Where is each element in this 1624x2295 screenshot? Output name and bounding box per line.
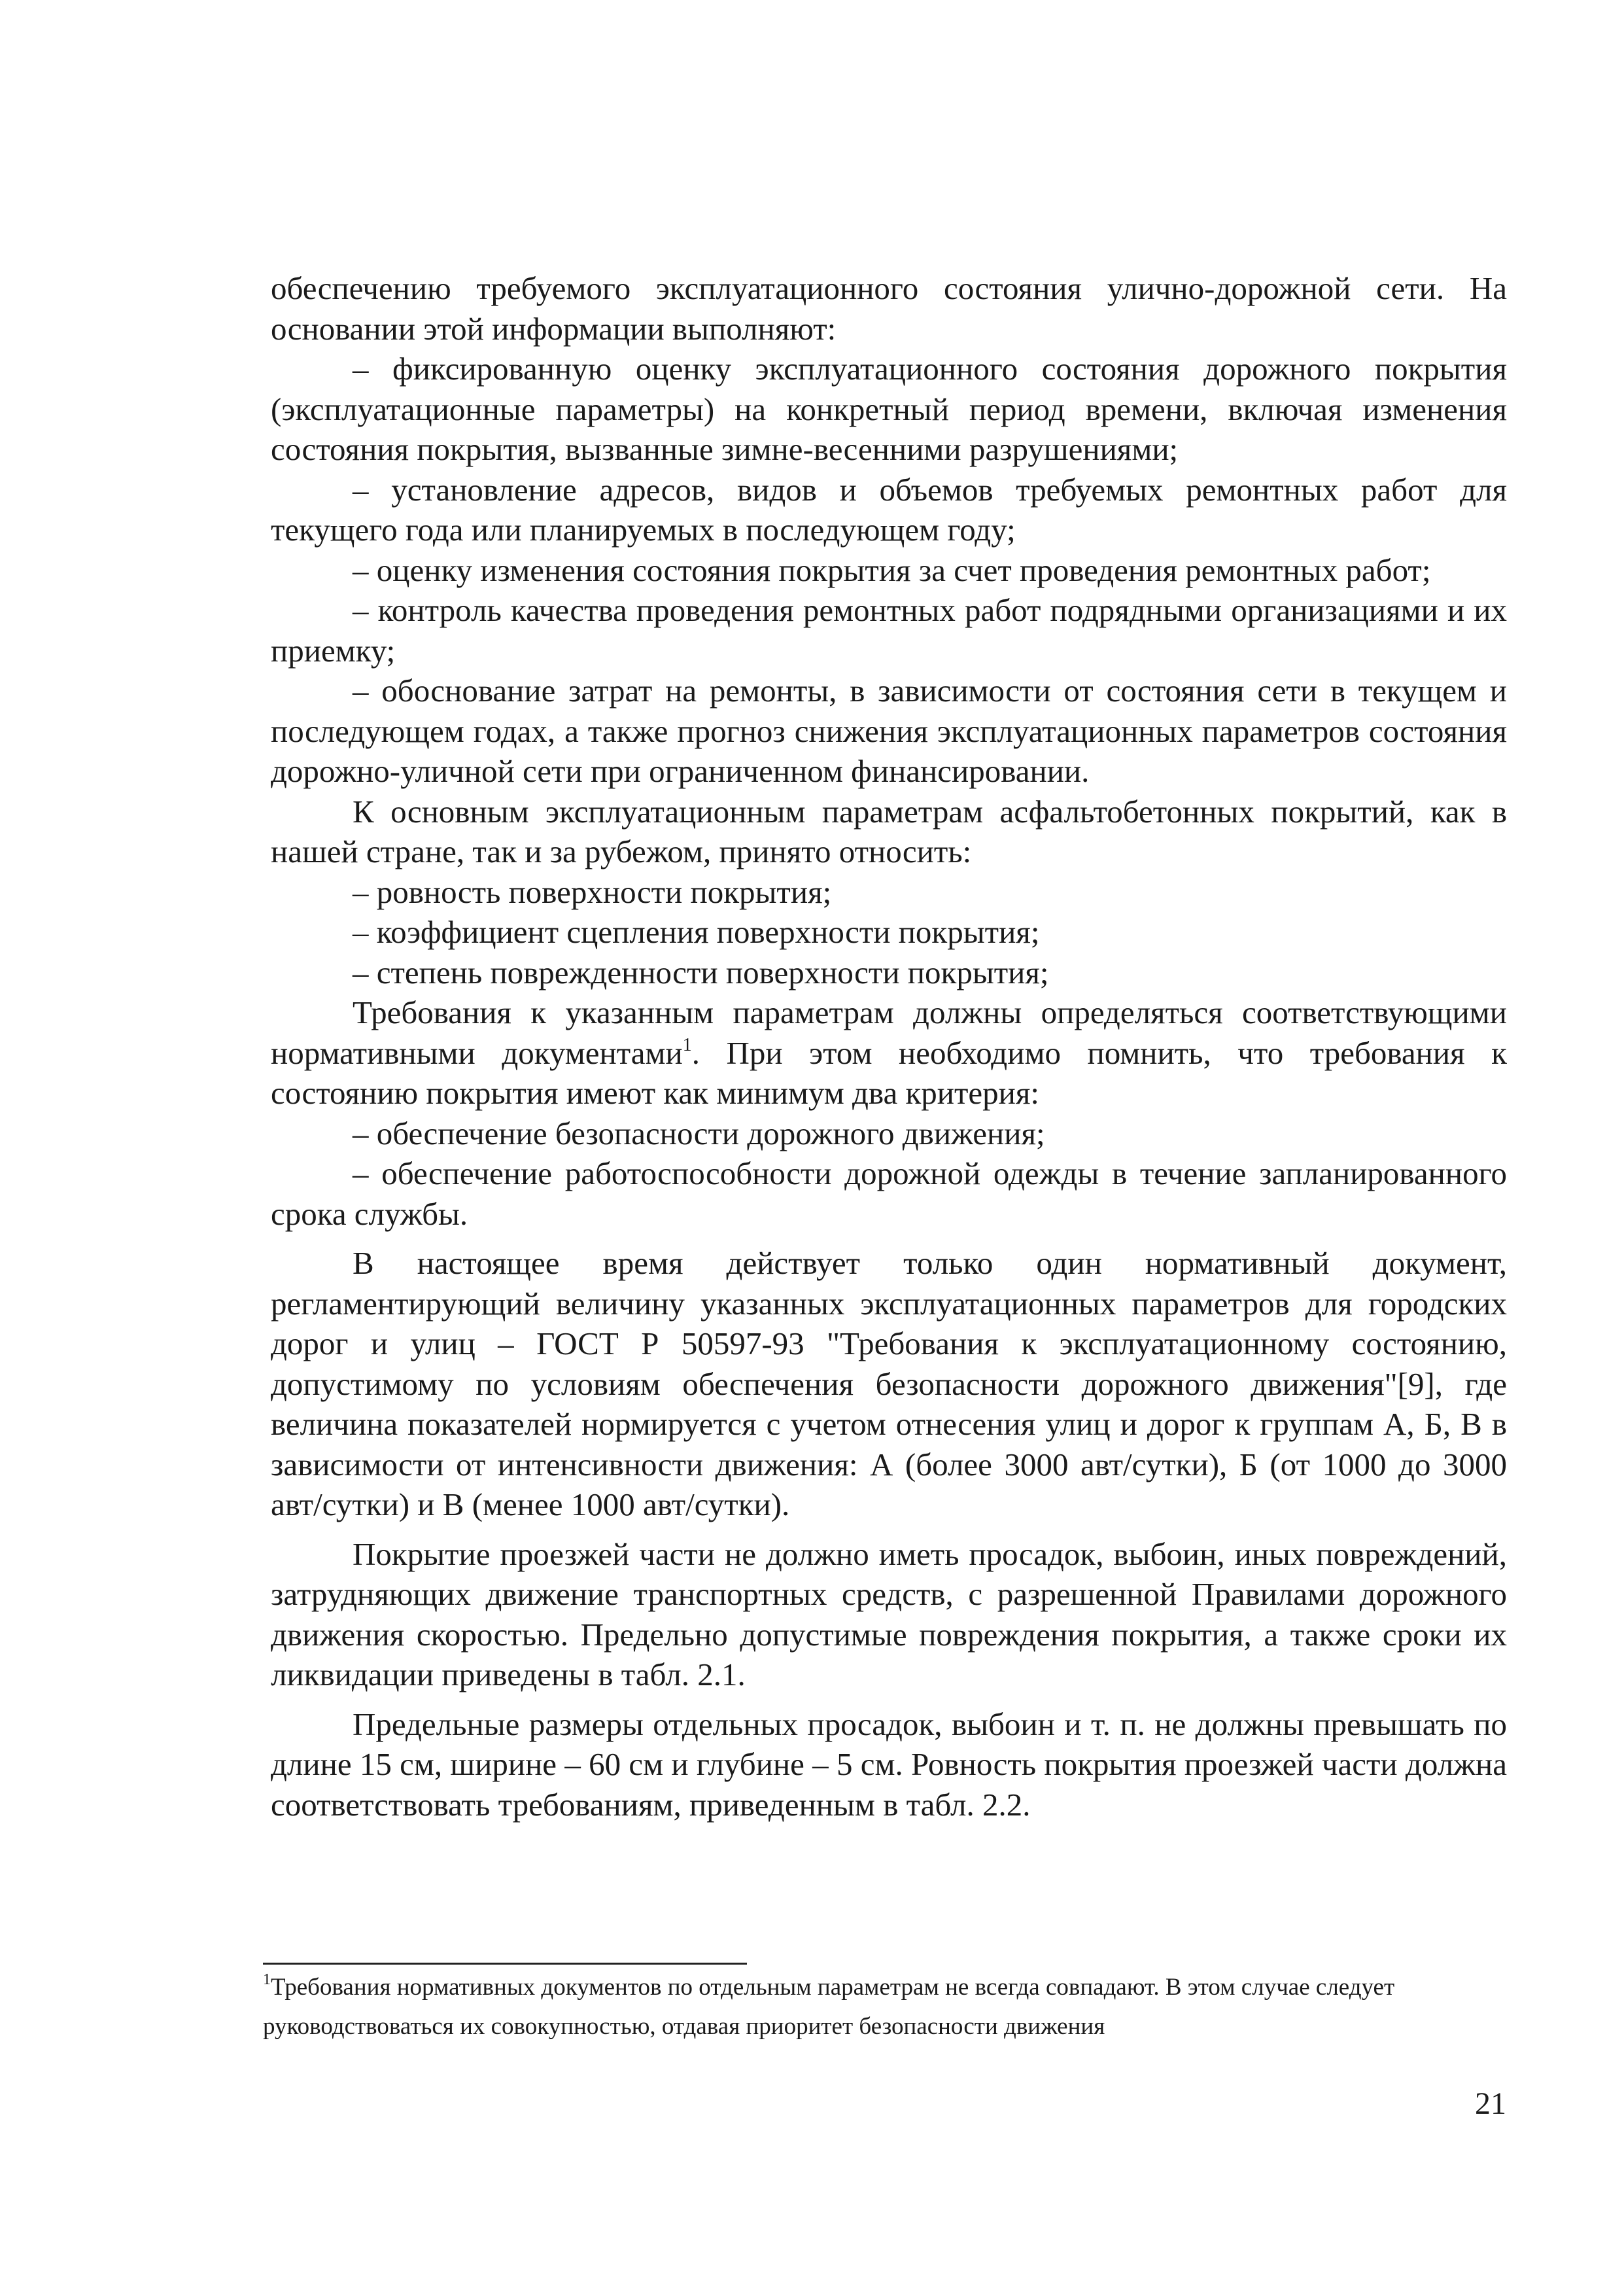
list-item: – обоснование затрат на ремонты, в зависимости от состояния сети в текущем и последующем годах, а также прогноз снижения эксплуатационных параметров состояния дорожно-уличной сети при ограниченном финансировании.: [271, 673, 1507, 789]
paragraph: Предельные размеры отдельных просадок, выбоин и т. п. не должны превышать по длине 15 см, ширине – 60 см и глубине – 5 см. Ровность покрытия проезжей части должна соответствовать требованиям, приведенным в табл. 2.2.: [271, 1706, 1507, 1823]
footnote-body: Требования нормативных документов по отдельным параметрам не всегда совпадают. В этом случае следует руководствоваться их совокупностью, отдавая приоритет безопасности движения: [263, 1974, 1395, 2040]
list-item: – контроль качества проведения ремонтных работ подрядными организациями и их приемку;: [271, 592, 1507, 669]
paragraph: обеспечению требуемого эксплуатационного состояния улично-дорожной сети. На основании этой информации выполняют:: [271, 270, 1507, 347]
paragraph: Покрытие проезжей части не должно иметь просадок, выбоин, иных повреждений, затрудняющих движение транспортных средств, с разрешенной Правилами дорожного движения скоростью. Предельно допустимые повреждения покрытия, а также сроки их ликвидации приведены в табл. 2.1.: [271, 1535, 1507, 1692]
list-item: – ровность поверхности покрытия;: [353, 873, 832, 910]
footnote-divider: [263, 1963, 747, 1965]
footnote-text: [263, 1968, 1493, 2046]
list-item: – обеспечение безопасности дорожного движения;: [353, 1115, 1045, 1151]
list-item: – фиксированную оценку эксплуатационного состояния дорожного покрытия (эксплуатационные параметры) на конкретный период времени, включая изменения состояния покрытия, вызванные зимне-весенними разрушениями;: [271, 351, 1507, 467]
list-item: – степень поврежденности поверхности покрытия;: [353, 954, 1049, 990]
footnote-reference: 1: [682, 1034, 692, 1055]
footnote: [263, 1968, 1493, 2046]
paragraph-text: . При этом необходимо помнить, что требования к состоянию покрытия имеют как минимум два критерия:: [271, 1034, 1507, 1111]
paragraph: [271, 992, 1507, 1113]
list-item: – обеспечение работоспособности дорожной одежды в течение запланированного срока службы.: [271, 1155, 1507, 1232]
list-item: – установление адресов, видов и объемов требуемых ремонтных работ для текущего года или планируемых в последующем году;: [271, 471, 1507, 548]
main-text: [271, 268, 1507, 1825]
paragraph-text: Требования к указанным параметрам должны определяться соответствующими нормативными документами: [271, 994, 1507, 1071]
footnote-marker: 1: [263, 1971, 271, 1988]
paragraph: В настоящее время действует только один нормативный документ, регламентирующий величину указанных эксплуатационных параметров для городских дорог и улиц – ГОСТ Р 50597-93 "Требования к эксплуатационному состоянию, допустимому по условиям обеспечения безопасности дорожного движения"[9], где величина показателей нормируется с учетом отнесения улиц и дорог к группам А, Б, В в зависимости от интенсивности движения: А (более 3000 авт/сутки), Б (от 1000 до 3000 авт/сутки) и В (менее 1000 авт/сутки).: [271, 1245, 1507, 1522]
list-item: – коэффициент сцепления поверхности покрытия;: [353, 914, 1040, 950]
list-item: – оценку изменения состояния покрытия за счет проведения ремонтных работ;: [353, 552, 1431, 588]
paragraph: К основным эксплуатационным параметрам асфальтобетонных покрытий, как в нашей стране, так и за рубежом, принято относить:: [271, 793, 1507, 869]
page-number: 21: [1475, 2086, 1506, 2121]
